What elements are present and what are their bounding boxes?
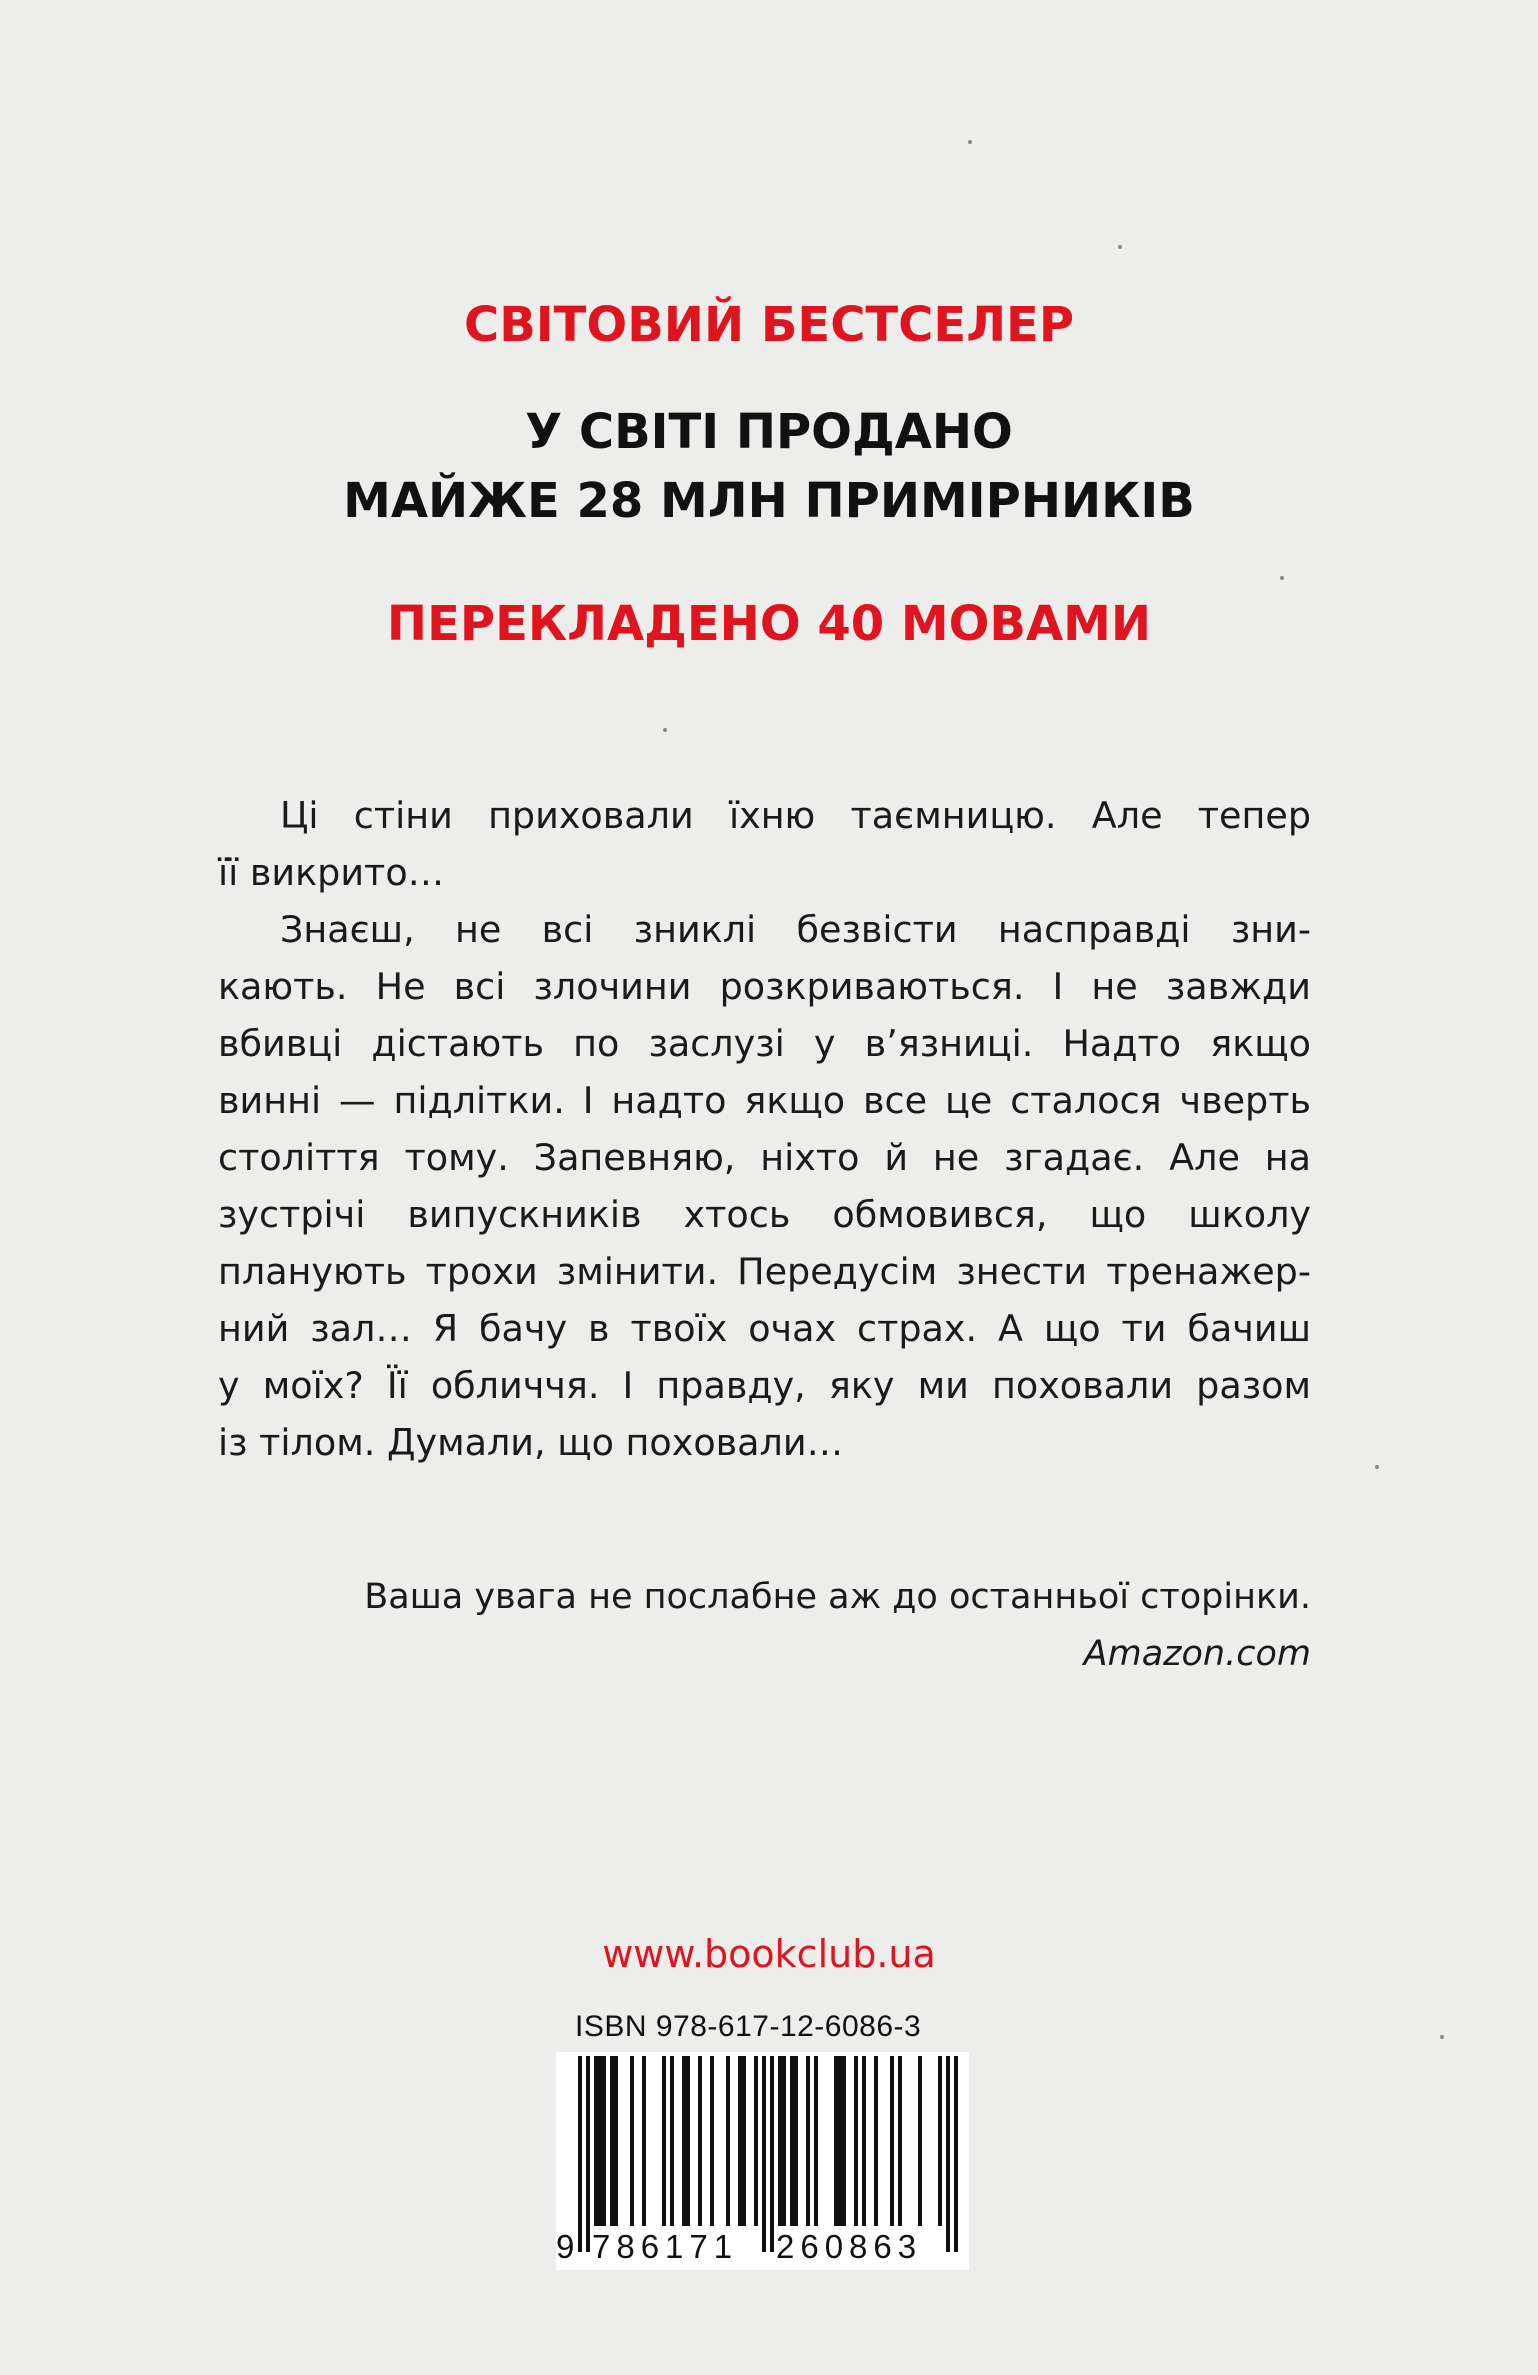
barcode-digits-left: 786171	[592, 2228, 739, 2265]
barcode-bar	[854, 2056, 858, 2226]
review-quote: Ваша увага не послабне аж до останньої сторінки.	[364, 1577, 1311, 1617]
barcode-bar	[662, 2056, 666, 2226]
blurb-line: століття тому. Запевняю, ніхто й не згадає. Але на	[218, 1136, 1311, 1179]
barcode-bar	[842, 2056, 846, 2226]
barcode-guard-bar	[578, 2056, 582, 2252]
barcode-bar	[686, 2056, 690, 2226]
blurb-line: планують трохи змінити. Передусім знести тренажер-	[218, 1250, 1311, 1293]
barcode-bar	[726, 2056, 730, 2226]
barcode-guard-bar	[586, 2056, 590, 2252]
barcode-bar	[938, 2056, 942, 2226]
barcode-bar	[890, 2056, 894, 2226]
barcode-bar	[614, 2056, 618, 2226]
barcode-bar	[918, 2056, 922, 2226]
blurb-line: зустрічі випускників хтось обмовився, що школу	[218, 1193, 1311, 1236]
paper-speck	[1118, 245, 1122, 249]
barcode-digit-first: 9	[556, 2228, 575, 2265]
barcode-guard-bar	[946, 2056, 950, 2252]
barcode-bar	[630, 2056, 634, 2226]
barcode-digits-right: 260863	[776, 2228, 923, 2265]
barcode-bar	[610, 2056, 614, 2226]
bestseller-headline: СВІТОВИЙ БЕСТСЕЛЕР	[463, 297, 1075, 353]
paper-speck	[1375, 1465, 1379, 1469]
barcode-bar	[838, 2056, 842, 2226]
blurb-line: Знаєш, не всі зниклі безвісти насправді зни-	[280, 908, 1311, 951]
review-source: Amazon.com	[1083, 1634, 1311, 1674]
barcode-bar	[754, 2056, 758, 2226]
barcode-guard-bar	[954, 2056, 958, 2252]
blurb-line: вбивці дістають по заслузі у в’язниці. Надто якщо	[218, 1022, 1311, 1065]
barcode-guard-bar	[762, 2056, 766, 2252]
barcode-bar	[782, 2056, 786, 2226]
barcode-bar	[806, 2056, 810, 2226]
barcode-bar	[682, 2056, 686, 2226]
publisher-website: www.bookclub.ua	[602, 1932, 936, 1976]
barcode-bar	[738, 2056, 742, 2226]
blurb-line: Ці стіни приховали їхню таємницю. Але тепер	[280, 794, 1311, 837]
paper-speck	[663, 728, 667, 732]
blurb-line: винні — підлітки. І надто якщо все це сталося чверть	[218, 1079, 1311, 1122]
barcode-bar	[742, 2056, 746, 2226]
blurb-line: із тілом. Думали, що поховали…	[218, 1421, 844, 1464]
paper-speck	[1280, 576, 1284, 580]
barcode-bar	[698, 2056, 702, 2226]
sales-headline-line2: МАЙЖЕ 28 МЛН ПРИМІРНИКІВ	[343, 473, 1195, 529]
blurb-text	[218, 787, 1311, 1471]
barcode-bar	[598, 2056, 602, 2226]
paper-speck	[968, 140, 972, 144]
barcode-bar	[834, 2056, 838, 2226]
blurb-line: кають. Не всі злочини розкриваються. І не завжди	[218, 965, 1311, 1008]
barcode-bar	[670, 2056, 674, 2226]
blurb-line: її викрито…	[218, 851, 445, 894]
blurb-line: ний зал… Я бачу в твоїх очах страх. А що ти бачиш	[218, 1307, 1311, 1350]
barcode-bar	[778, 2056, 782, 2226]
barcode-bar	[862, 2056, 866, 2226]
barcode-bar	[710, 2056, 714, 2226]
barcode-guard-bar	[770, 2056, 774, 2252]
translations-headline: ПЕРЕКЛАДЕНО 40 МОВАМИ	[386, 596, 1152, 652]
isbn-number: ISBN 978-617-12-6086-3	[575, 2010, 922, 2043]
barcode-bar	[814, 2056, 818, 2226]
blurb-line: у моїх? Її обличчя. І правду, яку ми поховали разом	[218, 1364, 1311, 1407]
barcode-bar	[602, 2056, 606, 2226]
barcode-bar	[794, 2056, 798, 2226]
barcode-bar	[898, 2056, 902, 2226]
barcode	[556, 2052, 969, 2270]
barcode-bar	[790, 2056, 794, 2226]
barcode-bar	[642, 2056, 646, 2226]
barcode-bar	[874, 2056, 878, 2226]
barcode-bar	[594, 2056, 598, 2226]
sales-headline-line1: У СВІТІ ПРОДАНО	[525, 404, 1013, 460]
paper-speck	[1440, 2035, 1444, 2039]
